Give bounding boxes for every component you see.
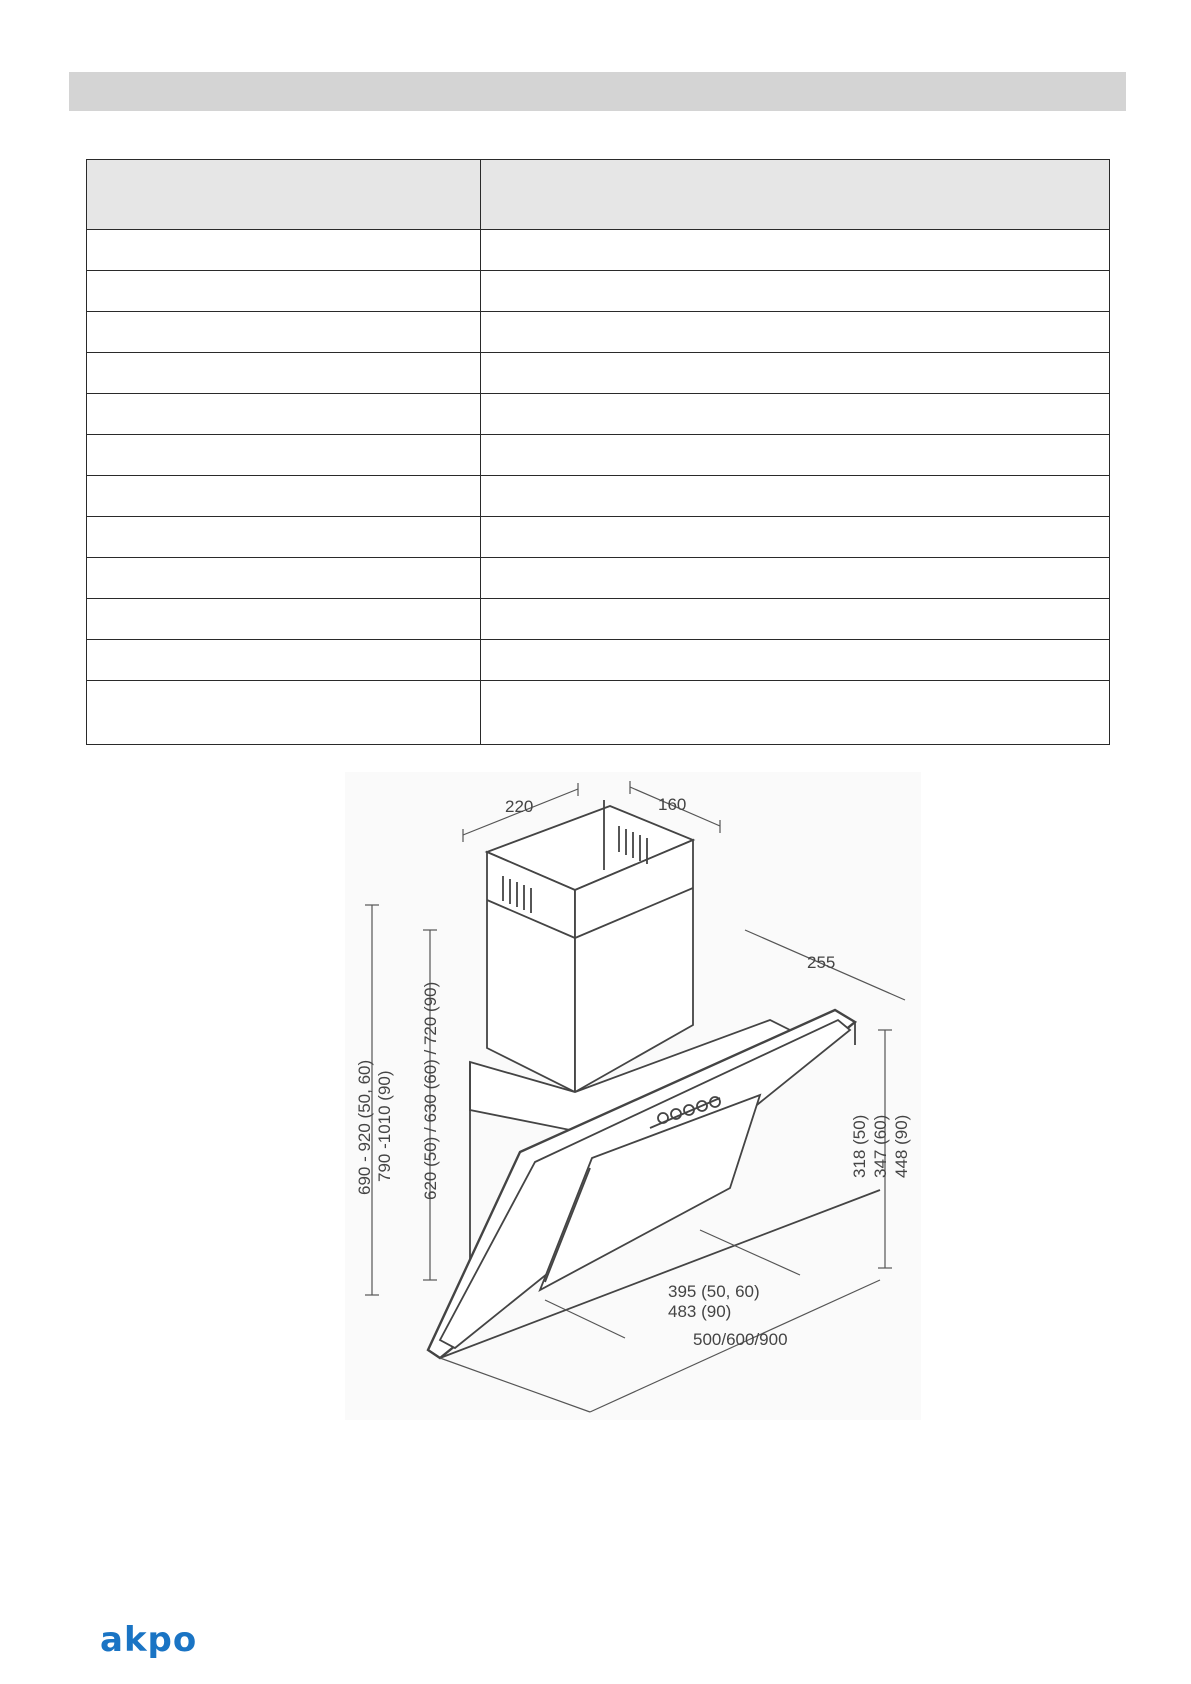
dim-label: 483 (90) (668, 1302, 732, 1321)
table-cell (87, 230, 481, 271)
table-cell (87, 599, 481, 640)
table-row (87, 517, 1110, 558)
table-cell (481, 476, 1110, 517)
table-cell (87, 558, 481, 599)
table-cell (481, 640, 1110, 681)
table-row (87, 271, 1110, 312)
table-cell (87, 394, 481, 435)
table-cell (87, 271, 481, 312)
dim-label: 395 (50, 60) (668, 1282, 760, 1301)
table-cell (87, 312, 481, 353)
dim-label: 255 (807, 953, 836, 972)
table-cell (481, 230, 1110, 271)
table-header-cell (481, 160, 1110, 230)
table-cell (481, 394, 1110, 435)
table-header-row (87, 160, 1110, 230)
table-row (87, 599, 1110, 640)
dim-label: 318 (50) (850, 1114, 869, 1178)
dim-label: 620 (50) / 630 (60) / 720 (90) (421, 981, 440, 1200)
table-header-cell (87, 160, 481, 230)
dim-label: 160 (658, 795, 687, 814)
table-row (87, 681, 1110, 745)
dim-label: 448 (90) (892, 1114, 911, 1178)
table-row (87, 558, 1110, 599)
table-row (87, 435, 1110, 476)
hood-dimension-drawing (345, 772, 921, 1420)
akpo-logo: akpo (100, 1620, 198, 1660)
table-cell (481, 599, 1110, 640)
spec-table (86, 159, 1110, 745)
table-row (87, 312, 1110, 353)
table-cell (87, 681, 481, 745)
dim-label: 220 (505, 797, 534, 816)
table-row (87, 476, 1110, 517)
table-cell (481, 312, 1110, 353)
header-bar (69, 72, 1126, 111)
table-row (87, 394, 1110, 435)
table-cell (481, 517, 1110, 558)
table-cell (87, 517, 481, 558)
table-row (87, 640, 1110, 681)
table-cell (481, 558, 1110, 599)
table-cell (87, 353, 481, 394)
table-row (87, 230, 1110, 271)
dim-label: 790 -1010 (90) (375, 1070, 394, 1182)
table-row (87, 353, 1110, 394)
dim-label: 690 - 920 (50, 60) (355, 1059, 374, 1195)
table-cell (481, 271, 1110, 312)
table-cell (481, 435, 1110, 476)
table-cell (87, 640, 481, 681)
dim-label: 500/600/900 (693, 1330, 788, 1349)
table-cell (481, 353, 1110, 394)
table-cell (87, 435, 481, 476)
table-cell (481, 681, 1110, 745)
dim-label: 347 (60) (871, 1114, 890, 1178)
table-cell (87, 476, 481, 517)
